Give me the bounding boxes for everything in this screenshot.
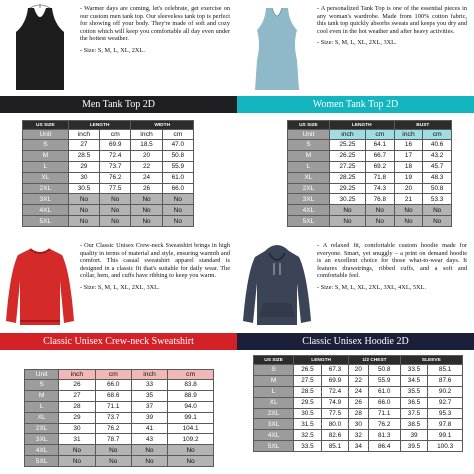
value-cell: 24 [349, 386, 368, 397]
table-row [288, 205, 452, 216]
value-cell: 71.1 [368, 408, 400, 419]
hoodie-description [317, 242, 467, 292]
value-cell: 109.2 [168, 434, 214, 445]
size-label-cell: L [288, 161, 330, 172]
value-cell: 29.25 [329, 183, 365, 194]
size-label-cell: M [25, 390, 59, 401]
unit-row [25, 370, 214, 380]
size-label-cell: 5XL [23, 216, 69, 227]
value-cell: 76.8 [366, 194, 395, 205]
header-cell: US SIZE [23, 121, 69, 130]
value-cell: 29 [59, 412, 95, 423]
unit-cell: cm [168, 370, 214, 380]
value-cell: 18.5 [131, 140, 162, 151]
table-row [25, 423, 214, 434]
value-cell: 39 [131, 412, 167, 423]
value-cell: 74.9 [321, 397, 348, 408]
value-cell: No [329, 205, 365, 216]
table-row [25, 445, 214, 456]
value-cell: No [100, 194, 131, 205]
value-cell: 45.7 [423, 161, 452, 172]
table-row [25, 401, 214, 412]
unit-row [23, 130, 194, 140]
value-cell: 22 [349, 375, 368, 386]
hoodie-panel [237, 237, 474, 474]
value-cell: 33 [131, 380, 167, 391]
sweatshirt-title: Classic Unisex Crew-neck Sweatshirt [0, 333, 237, 350]
table-row [25, 434, 214, 445]
size-label-cell: 3XL [25, 434, 59, 445]
value-cell: 72.4 [100, 150, 131, 161]
value-cell: No [394, 216, 423, 227]
value-cell: 80.0 [321, 419, 348, 430]
table-row [288, 172, 452, 183]
value-cell: 19 [394, 172, 423, 183]
header-cell: SLEEVE [400, 356, 462, 365]
value-cell: No [366, 216, 395, 227]
value-cell: 67.3 [321, 365, 348, 376]
table-header-row [288, 121, 452, 130]
value-cell: 76.2 [100, 172, 131, 183]
size-label-cell: 2XL [25, 423, 59, 434]
table-row [23, 161, 194, 172]
navy-hoodie-image [241, 241, 313, 329]
value-cell: 90.2 [428, 386, 463, 397]
women-tank-title: Women Tank Top 2D [237, 96, 474, 113]
table-row [254, 397, 463, 408]
size-label-cell: S [288, 140, 330, 151]
header-cell: LENGTH [294, 356, 349, 365]
table-row [288, 194, 452, 205]
value-cell: 28.25 [329, 172, 365, 183]
unit-cell: cm [100, 130, 131, 140]
header-cell: US SIZE [254, 356, 294, 365]
description-text: - Our Classic Unisex Crew-neck Sweatshirt brings in high quality in terms of material and style, ensuring warmth and comfort. This casual sweatshirt apparel standard is designed in a classic fit that's suitable for daily wear. The collar, hem, and cuffs have ribbing to keep you warm. [80, 242, 230, 280]
value-cell: 94.0 [168, 401, 214, 412]
value-cell: 17 [394, 150, 423, 161]
table-row [23, 183, 194, 194]
table-row [25, 412, 214, 423]
table-row [254, 419, 463, 430]
value-cell: No [168, 456, 214, 467]
unit-cell: Unit [288, 130, 330, 140]
value-cell: No [423, 205, 452, 216]
value-cell: 87.6 [428, 375, 463, 386]
size-label-cell: L [254, 386, 294, 397]
table-row [23, 205, 194, 216]
value-cell: 28 [59, 401, 95, 412]
value-cell: 76.2 [368, 419, 400, 430]
table-header-row [254, 356, 463, 365]
table-row [288, 140, 452, 151]
value-cell: 35.5 [400, 386, 427, 397]
value-cell: 34 [349, 441, 368, 452]
size-label-cell: M [23, 150, 69, 161]
size-label-cell: XL [25, 412, 59, 423]
value-cell: No [59, 445, 95, 456]
hoodie-size-table [253, 355, 463, 452]
value-cell: 33.5 [294, 441, 321, 452]
value-cell: No [394, 205, 423, 216]
value-cell: No [162, 205, 193, 216]
value-cell: 55.9 [162, 161, 193, 172]
size-label-cell: 2XL [288, 183, 330, 194]
value-cell: 86.4 [368, 441, 400, 452]
value-cell: 55.9 [368, 375, 400, 386]
unit-cell: Unit [23, 130, 69, 140]
value-cell: 29.5 [294, 397, 321, 408]
size-label-cell: XL [23, 172, 69, 183]
value-cell: 66.7 [366, 150, 395, 161]
table-header-row [23, 121, 194, 130]
table-row [288, 216, 452, 227]
size-label-cell: S [23, 140, 69, 151]
value-cell: 34.5 [400, 375, 427, 386]
value-cell: No [131, 216, 162, 227]
table-row [254, 365, 463, 376]
value-cell: 30.5 [68, 183, 99, 194]
value-cell: 69.9 [100, 140, 131, 151]
value-cell: 18 [394, 161, 423, 172]
value-cell: 81.3 [368, 430, 400, 441]
header-cell: BUST [394, 121, 451, 130]
value-cell: No [100, 205, 131, 216]
unit-cell: inch [131, 130, 162, 140]
value-cell: No [131, 456, 167, 467]
value-cell: 40.6 [423, 140, 452, 151]
value-cell: 27.25 [329, 161, 365, 172]
value-cell: 100.3 [428, 441, 463, 452]
description-text: - Warmer days are coming, let's celebrate, get exercise on our custom men tank top. Our sleeveless tank top is perfect for showing off your body. They're made of soft and cozy cotton which will keep you comfortable all day even under the hottest weather. [80, 5, 230, 43]
size-label-cell: 3XL [254, 419, 294, 430]
unit-cell: cm [366, 130, 395, 140]
value-cell: 20 [394, 183, 423, 194]
women-tank-size-table [287, 120, 452, 227]
value-cell: 37 [131, 401, 167, 412]
sizes-text: - Size: S, M, L, XL, 2XL, 3XL. [317, 39, 397, 47]
value-cell: 71.1 [95, 401, 131, 412]
header-cell: LENGTH [329, 121, 394, 130]
unit-row [288, 130, 452, 140]
value-cell: 31 [59, 434, 95, 445]
value-cell: 27 [68, 140, 99, 151]
value-cell: 26.5 [294, 365, 321, 376]
value-cell: 22 [131, 161, 162, 172]
size-label-cell: 4XL [23, 205, 69, 216]
size-label-cell: 5XL [288, 216, 330, 227]
value-cell: 41 [131, 423, 167, 434]
value-cell: 39 [400, 430, 427, 441]
value-cell: 21 [394, 194, 423, 205]
size-label-cell: 4XL [254, 430, 294, 441]
size-label-cell: S [25, 380, 59, 391]
unit-cell: Unit [25, 370, 59, 380]
size-label-cell: 3XL [288, 194, 330, 205]
value-cell: 77.5 [321, 408, 348, 419]
table-row [254, 386, 463, 397]
value-cell: 30 [68, 172, 99, 183]
value-cell: 53.3 [423, 194, 452, 205]
value-cell: 32 [349, 430, 368, 441]
value-cell: 28.5 [294, 386, 321, 397]
size-label-cell: 4XL [25, 445, 59, 456]
value-cell: No [168, 445, 214, 456]
value-cell: No [95, 456, 131, 467]
value-cell: 82.6 [321, 430, 348, 441]
value-cell: 66.0 [95, 380, 131, 391]
value-cell: 26 [349, 397, 368, 408]
blue-tank-top-image [241, 4, 313, 92]
value-cell: 69.2 [366, 161, 395, 172]
sweatshirt-size-table [24, 369, 214, 467]
value-cell: No [95, 445, 131, 456]
value-cell: No [59, 456, 95, 467]
hoodie-title: Classic Unisex Hoodie 2D [237, 333, 474, 350]
value-cell: No [329, 216, 365, 227]
size-label-cell: 2XL [23, 183, 69, 194]
value-cell: No [131, 205, 162, 216]
value-cell: 47.0 [162, 140, 193, 151]
table-row [254, 408, 463, 419]
size-label-cell: M [254, 375, 294, 386]
value-cell: 30 [59, 423, 95, 434]
size-label-cell: XL [288, 172, 330, 183]
value-cell: No [423, 216, 452, 227]
value-cell: 33.5 [400, 365, 427, 376]
value-cell: 24 [131, 172, 162, 183]
value-cell: No [68, 194, 99, 205]
header-cell: WIDTH [131, 121, 194, 130]
value-cell: 36.5 [400, 397, 427, 408]
unit-cell: inch [329, 130, 365, 140]
men-tank-title: Men Tank Top 2D [0, 96, 237, 113]
unit-cell: inch [68, 130, 99, 140]
value-cell: 26.25 [329, 150, 365, 161]
value-cell: 50.8 [162, 150, 193, 161]
table-row [25, 380, 214, 391]
value-cell: 37.5 [400, 408, 427, 419]
value-cell: 26 [131, 183, 162, 194]
value-cell: No [68, 205, 99, 216]
value-cell: 27.5 [294, 375, 321, 386]
size-label-cell: 4XL [288, 205, 330, 216]
men-tank-description [80, 5, 230, 55]
value-cell: 28 [349, 408, 368, 419]
value-cell: 20 [349, 365, 368, 376]
value-cell: No [131, 445, 167, 456]
value-cell: 85.1 [321, 441, 348, 452]
size-label-cell: 5XL [25, 456, 59, 467]
unit-cell: inch [59, 370, 95, 380]
value-cell: 32.5 [294, 430, 321, 441]
description-text: - A personalized Tank Top is one of the essential pieces in any woman's wardrobe. Made from 100% cotton fabric, this tank top quickly absorbs sweats and keeps you dry and cool even in the hot weather and after heavy activities. [317, 5, 467, 35]
table-row [288, 161, 452, 172]
value-cell: 30.5 [294, 408, 321, 419]
value-cell: 43 [131, 434, 167, 445]
header-cell: 1/2 CHEST [349, 356, 401, 365]
value-cell: 38.5 [400, 419, 427, 430]
value-cell: 99.1 [168, 412, 214, 423]
sizes-text: - Size: S, M, L, XL, 2XL. [80, 46, 145, 54]
unit-cell: cm [423, 130, 452, 140]
value-cell: 85.1 [428, 365, 463, 376]
unit-cell: inch [131, 370, 167, 380]
table-row [288, 183, 452, 194]
women-tank-description [317, 5, 467, 47]
value-cell: 31.5 [294, 419, 321, 430]
value-cell: 73.7 [100, 161, 131, 172]
sizes-text: - Size: S, M, L, XL, 2XL, 3XL. [80, 283, 160, 291]
value-cell: 66.0 [162, 183, 193, 194]
value-cell: 61.0 [162, 172, 193, 183]
value-cell: 35 [131, 390, 167, 401]
value-cell: 61.0 [368, 386, 400, 397]
unit-cell: inch [394, 130, 423, 140]
value-cell: No [131, 194, 162, 205]
value-cell: 72.4 [321, 386, 348, 397]
size-label-cell: 5XL [254, 441, 294, 452]
value-cell: 27 [59, 390, 95, 401]
value-cell: 95.3 [428, 408, 463, 419]
value-cell: 66.0 [368, 397, 400, 408]
size-label-cell: M [288, 150, 330, 161]
value-cell: 29 [68, 161, 99, 172]
value-cell: 68.6 [95, 390, 131, 401]
sweatshirt-panel [0, 237, 237, 474]
value-cell: 104.1 [168, 423, 214, 434]
table-row [25, 390, 214, 401]
women-tank-panel [237, 0, 474, 237]
size-label-cell: 3XL [23, 194, 69, 205]
value-cell: No [366, 205, 395, 216]
value-cell: 78.7 [95, 434, 131, 445]
sizes-text: - Size: S, M, L, XL, 2XL, 3XL, 4XL, 5XL. [317, 283, 426, 291]
value-cell: 30.25 [329, 194, 365, 205]
value-cell: 48.3 [423, 172, 452, 183]
sweatshirt-description [80, 242, 230, 292]
value-cell: No [68, 216, 99, 227]
table-row [23, 194, 194, 205]
black-tank-top-image [4, 4, 76, 92]
table-row [288, 150, 452, 161]
table-row [254, 430, 463, 441]
table-row [25, 456, 214, 467]
size-label-cell: L [23, 161, 69, 172]
value-cell: 97.8 [428, 419, 463, 430]
value-cell: 26 [59, 380, 95, 391]
table-row [23, 150, 194, 161]
value-cell: 92.7 [428, 397, 463, 408]
men-tank-panel [0, 0, 237, 237]
value-cell: No [162, 216, 193, 227]
unit-cell: cm [95, 370, 131, 380]
table-row [23, 172, 194, 183]
value-cell: 69.9 [321, 375, 348, 386]
value-cell: 99.1 [428, 430, 463, 441]
value-cell: 73.7 [95, 412, 131, 423]
red-sweatshirt-image [4, 241, 76, 329]
size-label-cell: S [254, 365, 294, 376]
value-cell: 20 [131, 150, 162, 161]
value-cell: 50.8 [368, 365, 400, 376]
value-cell: 28.5 [68, 150, 99, 161]
value-cell: 74.3 [366, 183, 395, 194]
men-tank-size-table [22, 120, 194, 227]
value-cell: 77.5 [100, 183, 131, 194]
header-cell: US SIZE [288, 121, 330, 130]
table-row [23, 216, 194, 227]
value-cell: 83.8 [168, 380, 214, 391]
value-cell: 25.25 [329, 140, 365, 151]
header-cell: LENGTH [68, 121, 131, 130]
value-cell: 30 [349, 419, 368, 430]
size-label-cell: XL [254, 397, 294, 408]
value-cell: 43.2 [423, 150, 452, 161]
value-cell: 64.1 [366, 140, 395, 151]
description-text: - A relaxed fit, comfortable custom hoodie made for everyone. Smart, yet snuggly – a print on demand hoodie is an excellent choice for those what-to-wear days. It features drawstrings, ribbed cuffs, and a soft and comfortable feel. [317, 242, 467, 280]
value-cell: No [100, 216, 131, 227]
value-cell: 71.8 [366, 172, 395, 183]
value-cell: No [162, 194, 193, 205]
value-cell: 16 [394, 140, 423, 151]
table-row [23, 140, 194, 151]
value-cell: 50.8 [423, 183, 452, 194]
value-cell: 39.5 [400, 441, 427, 452]
size-label-cell: 2XL [254, 408, 294, 419]
table-row [254, 441, 463, 452]
value-cell: 76.2 [95, 423, 131, 434]
size-label-cell: L [25, 401, 59, 412]
value-cell: 88.9 [168, 390, 214, 401]
unit-cell: cm [162, 130, 193, 140]
table-row [254, 375, 463, 386]
